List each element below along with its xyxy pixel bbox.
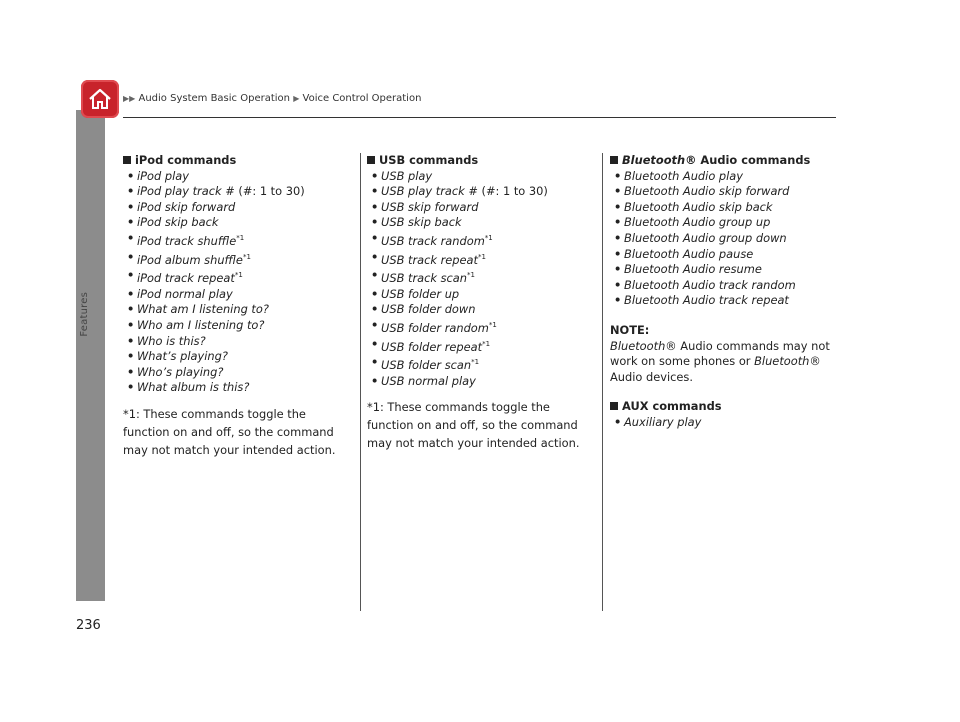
list-item [610, 293, 842, 309]
list-item [123, 380, 355, 396]
list-item [123, 215, 355, 231]
column-divider [360, 153, 361, 611]
command-text: USB folder up [381, 286, 460, 301]
breadcrumb [123, 93, 421, 104]
sidebar [0, 0, 58, 722]
list-item [123, 268, 355, 287]
footnote-marker: *1 [467, 271, 475, 280]
command-text: iPod normal play [137, 286, 233, 301]
home-icon [87, 86, 113, 112]
command-text: What’s playing? [137, 349, 228, 364]
section-heading: iPod commands [123, 153, 355, 169]
command-text: Bluetooth Audio group up [624, 215, 771, 230]
ipod-commands-column [123, 153, 355, 459]
list-item [610, 200, 842, 216]
command-text: iPod skip forward [137, 199, 236, 214]
command-range: (#: 1 to 30) [477, 184, 548, 199]
section-tab [76, 110, 105, 601]
command-text: USB folder random [381, 320, 489, 335]
list-item [123, 169, 355, 185]
command-text: What album is this? [137, 380, 250, 395]
breadcrumb-arrow-icon: ▶▶ [123, 94, 136, 103]
command-list [610, 415, 842, 431]
list-item [367, 337, 599, 356]
command-text: iPod track shuffle [137, 233, 237, 248]
footnote-marker: *1 [236, 233, 245, 242]
list-item [367, 169, 599, 185]
section-label: Features [79, 292, 90, 337]
command-text: USB track random [381, 233, 485, 248]
list-item [367, 215, 599, 231]
list-item [367, 355, 599, 374]
command-text: Bluetooth Audio track random [624, 277, 796, 292]
breadcrumb-item[interactable]: Audio System Basic Operation [138, 93, 290, 104]
command-text: USB normal play [381, 373, 476, 388]
list-item [123, 349, 355, 365]
command-text: Bluetooth Audio pause [624, 246, 754, 261]
footnote: *1: These commands toggle the function on and off, so the command may not match your intended action. [367, 400, 580, 451]
footnote-marker: *1 [478, 252, 486, 261]
command-text: Auxiliary play [624, 414, 702, 429]
command-list [367, 169, 599, 390]
square-marker-icon [610, 156, 618, 164]
command-text: Bluetooth Audio track repeat [624, 293, 789, 308]
breadcrumb-arrow-icon: ▶ [293, 94, 300, 103]
command-range: (#: 1 to 30) [234, 184, 305, 199]
page-number: 236 [76, 618, 101, 633]
home-button[interactable] [81, 80, 119, 118]
list-item [367, 268, 599, 287]
command-text: Bluetooth Audio skip forward [624, 184, 790, 199]
command-text: iPod skip back [137, 215, 219, 230]
command-text: Bluetooth Audio skip back [624, 199, 773, 214]
list-item [367, 250, 599, 269]
list-item [123, 334, 355, 350]
command-text: iPod album shuffle [137, 252, 243, 267]
list-item [610, 415, 842, 431]
command-list [123, 169, 355, 396]
command-text: iPod track repeat [137, 271, 235, 286]
command-text: Bluetooth Audio play [624, 168, 744, 183]
list-item [367, 318, 599, 337]
list-item [123, 250, 355, 269]
command-text: iPod play [137, 168, 189, 183]
square-marker-icon [123, 156, 131, 164]
footnote-marker: *1 [471, 358, 480, 367]
command-text: iPod play track # [137, 184, 235, 199]
footnote-marker: *1 [242, 252, 251, 261]
command-text: USB folder repeat [381, 339, 483, 354]
section-heading: Bluetooth® Audio commands [610, 153, 842, 169]
list-item [367, 200, 599, 216]
list-item [610, 184, 842, 200]
section-heading: AUX commands [610, 399, 842, 415]
footnote: *1: These commands toggle the function on and off, so the command may not match your intended action. [123, 406, 336, 457]
command-text: Bluetooth Audio group down [624, 230, 787, 245]
command-text: Who is this? [137, 333, 206, 348]
square-marker-icon [610, 402, 618, 410]
note-title: NOTE: [610, 322, 650, 337]
command-text: USB skip back [381, 215, 462, 230]
command-text: Who’s playing? [137, 364, 224, 379]
section-heading: USB commands [367, 153, 599, 169]
column-divider [602, 153, 603, 611]
square-marker-icon [367, 156, 375, 164]
footnote-marker: *1 [484, 233, 493, 242]
bluetooth-commands-column [610, 153, 842, 431]
list-item [367, 231, 599, 250]
list-item [610, 262, 842, 278]
list-item [123, 184, 355, 200]
command-text: What am I listening to? [137, 302, 269, 317]
command-list [610, 169, 842, 309]
command-text: USB play track # [381, 184, 478, 199]
list-item [123, 302, 355, 318]
list-item [123, 287, 355, 303]
list-item [123, 365, 355, 381]
footnote-marker: *1 [488, 320, 497, 329]
list-item [610, 231, 842, 247]
header-divider [123, 117, 836, 118]
list-item [123, 318, 355, 334]
list-item [610, 215, 842, 231]
command-text: USB folder down [381, 302, 476, 317]
command-text: Bluetooth Audio resume [624, 262, 762, 277]
command-text: Who am I listening to? [137, 317, 265, 332]
list-item [610, 278, 842, 294]
list-item [610, 247, 842, 263]
list-item [367, 374, 599, 390]
footnote-marker: *1 [234, 271, 243, 280]
list-item [367, 302, 599, 318]
list-item [610, 169, 842, 185]
command-text: USB track scan [381, 271, 468, 286]
usb-commands-column [367, 153, 599, 452]
command-text: USB folder scan [381, 358, 472, 373]
breadcrumb-item[interactable]: Voice Control Operation [302, 93, 422, 104]
list-item [367, 184, 599, 200]
command-text: USB track repeat [381, 252, 478, 267]
footnote-marker: *1 [482, 339, 491, 348]
command-text: USB skip forward [381, 199, 479, 214]
command-text: USB play [381, 168, 433, 183]
list-item [367, 287, 599, 303]
note-text: Bluetooth® Audio commands may not work on some phones or Bluetooth® Audio devices. [610, 338, 830, 384]
list-item [123, 200, 355, 216]
list-item [123, 231, 355, 250]
